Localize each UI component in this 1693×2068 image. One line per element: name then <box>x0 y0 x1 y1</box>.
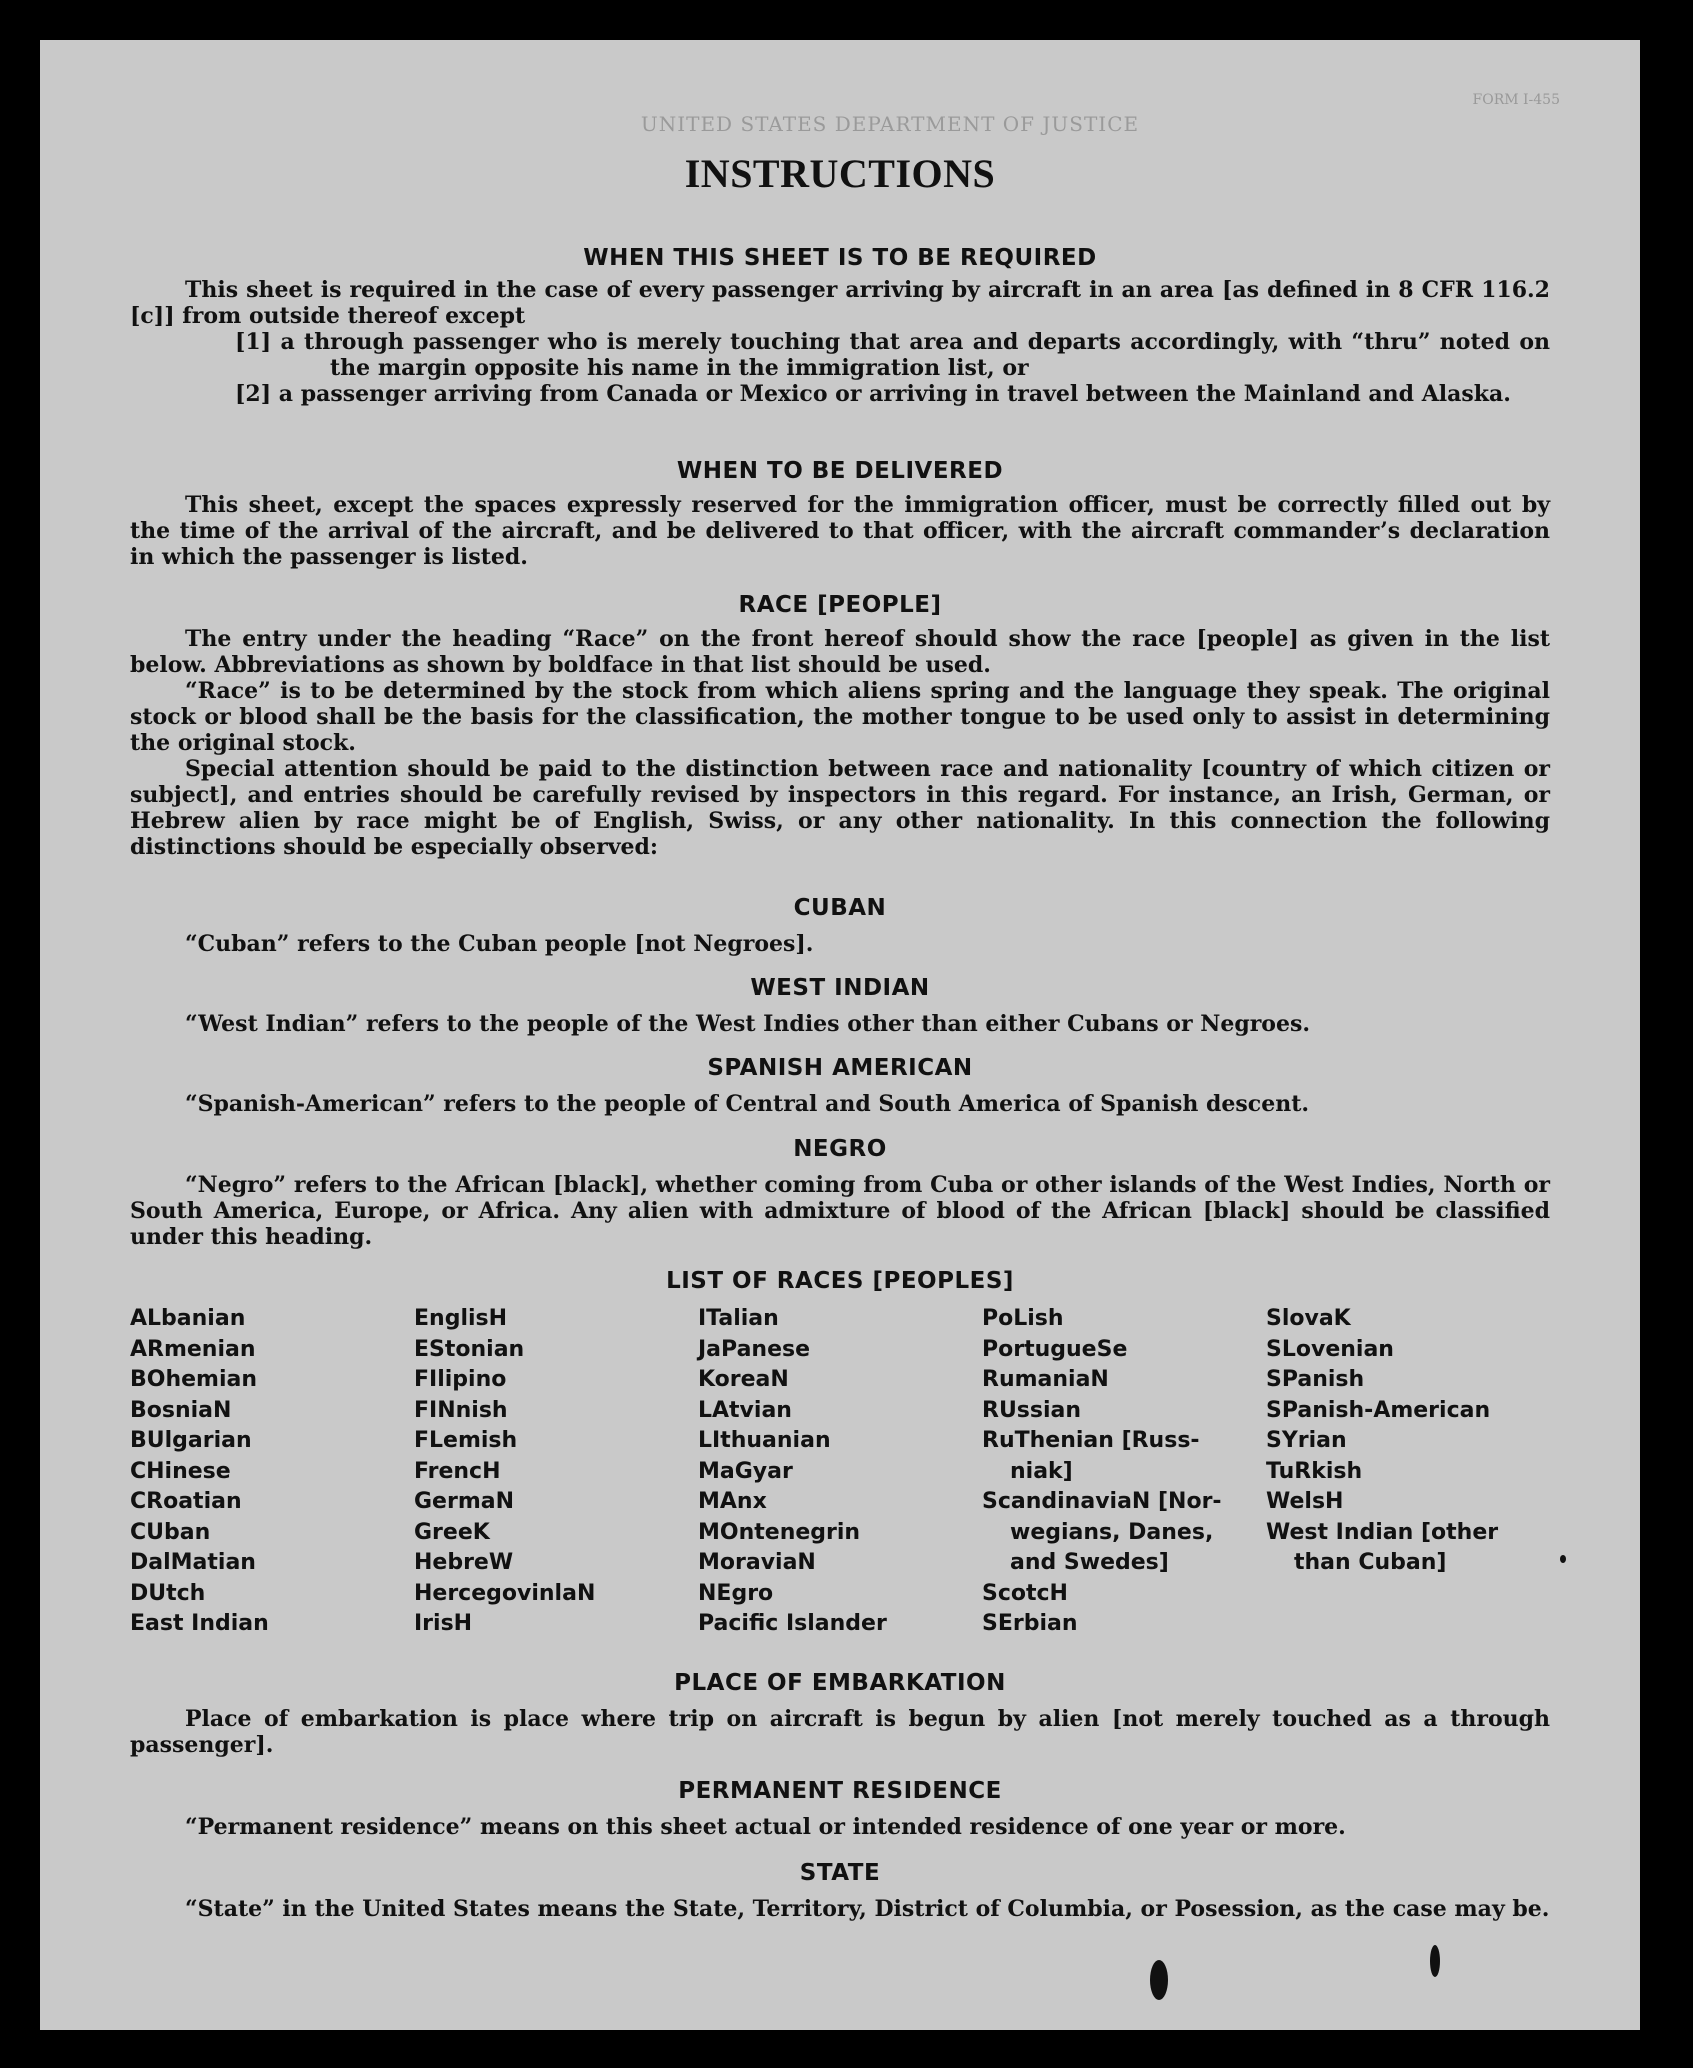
heading-embarkation: PLACE OF EMBARKATION <box>674 1670 1006 1696</box>
race-paragraph-2: “Race” is to be determined by the stock from which aliens spring and the language they speak. The original stock or blood shall be the basis for the classification, the mother tongue to be used only to assist in determining the original stock. <box>130 678 1550 756</box>
race-entry: MOntenegrin <box>698 1519 861 1545</box>
spanish-american-text: “Spanish-American” refers to the people of Central and South America of Spanish descent. <box>185 1091 1310 1117</box>
required-item-2: [2] a passenger arriving from Canada or Mexico or arriving in travel between the Mainland and Alaska. <box>235 381 1511 407</box>
race-entry: HebreW <box>414 1550 514 1575</box>
race-entry: FINnish <box>414 1397 508 1423</box>
race-entry: ScandinaviaN [Nor- <box>982 1489 1222 1514</box>
negro-text: “Negro” refers to the African [black], whether coming from Cuba or other islands of the West Indies, North or South America, Europe, or Africa. Any alien with admixture of blood of the African [black] should be classified under this heading. <box>130 1172 1550 1250</box>
race-entry: East Indian <box>130 1611 269 1636</box>
races-table <box>130 1304 1550 1640</box>
section-race <box>130 592 1550 860</box>
race-entry: LAtvian <box>698 1397 792 1423</box>
heading-race: RACE [PEOPLE] <box>738 592 942 618</box>
race-entry: RumaniaN <box>982 1367 1109 1392</box>
race-entry: RUssian <box>982 1397 1082 1423</box>
race-entry: TuRkish <box>1266 1458 1363 1484</box>
race-entry: SPanish-American <box>1266 1397 1491 1423</box>
heading-delivered: WHEN TO BE DELIVERED <box>676 458 1004 484</box>
race-entry: FLemish <box>414 1428 518 1453</box>
section-delivered <box>130 458 1550 570</box>
cuban-text: “Cuban” refers to the Cuban people [not Negroes]. <box>185 931 814 957</box>
race-entry: LIthuanian <box>698 1428 831 1453</box>
required-intro: This sheet is required in the case of every passenger arriving by aircraft in an area [as defined in 8 CFR 116.2 [c]] from outside thereof except <box>130 277 1550 329</box>
races-column-2 <box>414 1304 698 1640</box>
race-entry: ALbanian <box>130 1306 246 1331</box>
page-title: INSTRUCTIONS <box>684 151 996 196</box>
race-entry: JaPanese <box>698 1336 811 1362</box>
section-negro <box>130 1136 1550 1250</box>
race-entry: BosniaN <box>130 1397 232 1423</box>
race-entry: SErbian <box>982 1611 1078 1636</box>
race-entry: DalMatian <box>130 1550 256 1575</box>
race-entry: KoreaN <box>698 1367 789 1392</box>
heading-negro: NEGRO <box>793 1136 887 1162</box>
embarkation-text: Place of embarkation is place where trip on aircraft is begun by alien [not merely touched as a through passenger]. <box>130 1706 1550 1758</box>
race-paragraph-3: Special attention should be paid to the distinction between race and nationality [country of which citizen or subject], and entries should be carefully revised by inspectors in this regard. For instance, an Irish, German, or Hebrew alien by race might be of English, Swiss, or any other nationality. In this connection the following distinctions should be especially observed: <box>130 756 1550 860</box>
race-entry: PoLish <box>982 1306 1064 1331</box>
document-page <box>40 40 1640 2030</box>
races-column-4 <box>982 1304 1266 1640</box>
race-entry: PortugueSe <box>982 1336 1128 1362</box>
race-entry: CHinese <box>130 1458 231 1484</box>
race-entry: SLovenian <box>1266 1336 1394 1362</box>
race-entry: than Cuban] <box>1294 1550 1447 1575</box>
race-entry: BUlgarian <box>130 1428 252 1453</box>
section-cuban <box>130 895 1550 957</box>
race-entry: niak] <box>1010 1458 1073 1484</box>
section-spanish-american <box>130 1055 1550 1117</box>
section-list-of-races <box>130 1268 1550 1640</box>
race-entry: NEgro <box>698 1580 774 1606</box>
race-entry: WelsH <box>1266 1489 1344 1514</box>
race-entry: Pacific Islander <box>698 1611 887 1636</box>
section-embarkation <box>130 1670 1550 1758</box>
race-entry: EStonian <box>414 1336 525 1362</box>
race-entry: West Indian [other <box>1266 1519 1499 1545</box>
race-entry: wegians, Danes, <box>1010 1519 1214 1545</box>
race-entry: ScotcH <box>982 1580 1068 1606</box>
race-entry: MAnx <box>698 1489 767 1514</box>
race-entry: HercegovinlaN <box>414 1580 596 1606</box>
heading-state: STATE <box>799 1860 881 1886</box>
race-entry: CUban <box>130 1519 211 1545</box>
race-entry: GermaN <box>414 1489 515 1514</box>
race-entry: SYrian <box>1266 1428 1347 1453</box>
race-entry: SPanish <box>1266 1367 1365 1392</box>
heading-cuban: CUBAN <box>793 895 887 921</box>
bleed-through-header: UNITED STATES DEPARTMENT OF JUSTICE <box>640 112 1140 136</box>
required-item-1: [1] a through passenger who is merely touching that area and departs accordingly, with “thru” noted on the margin opposite his name in the immigration list, or <box>235 329 1550 381</box>
race-entry: RuThenian [Russ- <box>982 1428 1200 1453</box>
races-column-3 <box>698 1304 982 1640</box>
west-indian-text: “West Indian” refers to the people of the West Indies other than either Cubans or Negroes. <box>185 1011 1311 1037</box>
race-entry: ITalian <box>698 1306 779 1331</box>
residence-text: “Permanent residence” means on this sheet actual or intended residence of one year or more. <box>185 1814 1346 1840</box>
ink-blot-mark <box>1430 1945 1440 1977</box>
state-text: “State” in the United States means the State, Territory, District of Columbia, or Posession, as the case may be. <box>185 1896 1550 1922</box>
heading-list-of-races: LIST OF RACES [PEOPLES] <box>666 1268 1014 1294</box>
race-entry: FIlipino <box>414 1367 507 1392</box>
heading-spanish-american: SPANISH AMERICAN <box>707 1055 973 1081</box>
form-number: FORM I-455 <box>1472 92 1560 108</box>
race-paragraph-1: The entry under the heading “Race” on the front hereof should show the race [people] as given in the list below. Abbreviations as shown by boldface in that list should be used. <box>130 626 1550 678</box>
race-entry: SlovaK <box>1266 1306 1351 1331</box>
section-required <box>130 245 1550 407</box>
race-entry: ARmenian <box>130 1336 256 1362</box>
race-entry: EnglisH <box>414 1306 508 1331</box>
race-entry: CRoatian <box>130 1489 242 1514</box>
race-entry: FrencH <box>414 1458 501 1484</box>
delivered-text: This sheet, except the spaces expressly reserved for the immigration officer, must be correctly filled out by the time of the arrival of the aircraft, and be delivered to that officer, with the aircraft commander’s declaration in which the passenger is listed. <box>130 492 1550 570</box>
section-west-indian <box>130 975 1550 1037</box>
race-entry: MoraviaN <box>698 1550 816 1575</box>
race-entry: BOhemian <box>130 1367 258 1392</box>
race-entry: IrisH <box>414 1611 473 1636</box>
ink-blot-mark <box>1150 1960 1168 2000</box>
race-entry: and Swedes] <box>1010 1550 1169 1575</box>
section-residence <box>130 1778 1550 1840</box>
race-entry: GreeK <box>414 1519 490 1545</box>
race-entry: DUtch <box>130 1580 206 1606</box>
races-column-5 <box>1266 1304 1550 1640</box>
section-state <box>130 1860 1550 1922</box>
heading-residence: PERMANENT RESIDENCE <box>678 1778 1002 1804</box>
race-entry: MaGyar <box>698 1458 793 1484</box>
ink-blot-mark <box>1560 1555 1566 1563</box>
heading-required: WHEN THIS SHEET IS TO BE REQUIRED <box>583 245 1097 271</box>
heading-west-indian: WEST INDIAN <box>750 975 930 1001</box>
races-column-1 <box>130 1304 414 1640</box>
